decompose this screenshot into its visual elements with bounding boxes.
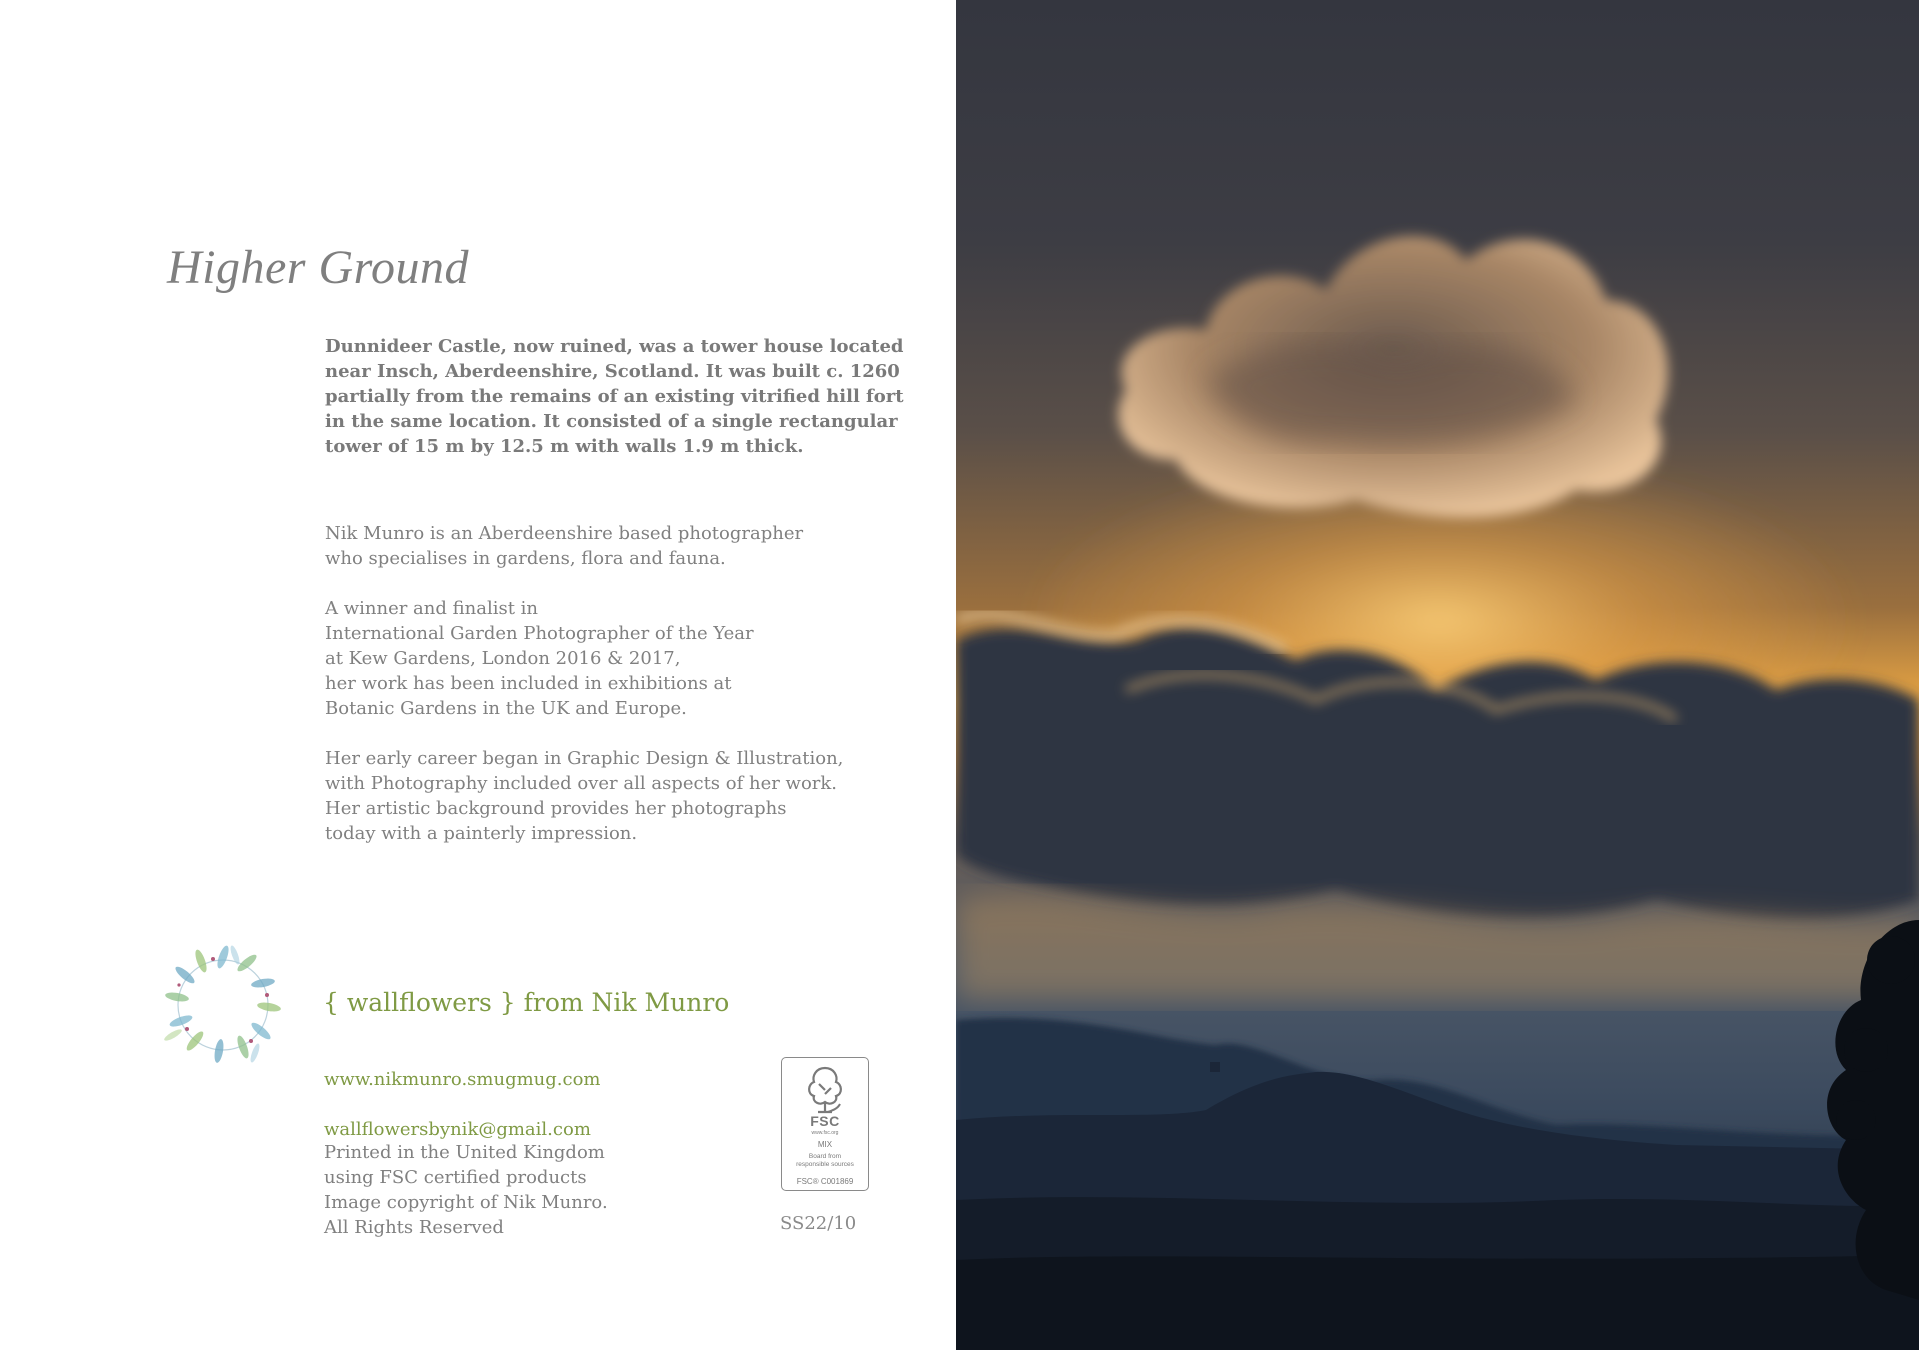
fsc-tree-icon bbox=[798, 1064, 852, 1114]
product-code: SS22/10 bbox=[780, 1213, 857, 1234]
fsc-name: FSC bbox=[810, 1113, 840, 1129]
printed-notice: Printed in the United Kingdom using FSC certified products Image copyright of Nik Munro. All Rights Reserved bbox=[324, 1142, 608, 1238]
castle-description: Dunnideer Castle, now ruined, was a tower house located near Insch, Aberdeenshire, Scotland. It was built c. 1260 partially from the remains of an existing vitrified hill fort in the same location. It consisted of a single rectangular tower of 15 m by 12.5 m with walls 1.9 m thick. bbox=[325, 336, 904, 457]
leaf-wreath-icon bbox=[155, 925, 295, 1085]
fsc-certification-logo bbox=[781, 1057, 869, 1191]
bio-paragraph-3: Her early career began in Graphic Design & Illustration, with Photography included over all aspects of her work. Her artistic background provides her photographs today with a painterly impression. bbox=[325, 748, 844, 844]
brand-name: { wallflowers } from Nik Munro bbox=[323, 988, 730, 1017]
bio-paragraph-2: A winner and finalist in International Garden Photographer of the Year at Kew Gardens, London 2016 & 2017, her work has been included in exhibitions at Botanic Gardens in the UK and Europe. bbox=[325, 598, 754, 719]
email-link[interactable]: wallflowersbynik@gmail.com bbox=[324, 1119, 591, 1140]
card-title: Higher Ground bbox=[167, 241, 470, 294]
website-link[interactable]: www.nikmunro.smugmug.com bbox=[324, 1069, 601, 1090]
bio-paragraph-1: Nik Munro is an Aberdeenshire based photographer who specialises in gardens, flora and fauna. bbox=[325, 523, 804, 569]
fsc-mix-label: MIX bbox=[817, 1140, 833, 1149]
fsc-url: www.fsc.org bbox=[811, 1130, 839, 1136]
card-info-panel bbox=[0, 0, 956, 1350]
fsc-board-label: Board from responsible sources bbox=[796, 1153, 854, 1168]
fsc-license-code: FSC® C001869 bbox=[796, 1177, 854, 1186]
landscape-photo bbox=[956, 0, 1919, 1350]
